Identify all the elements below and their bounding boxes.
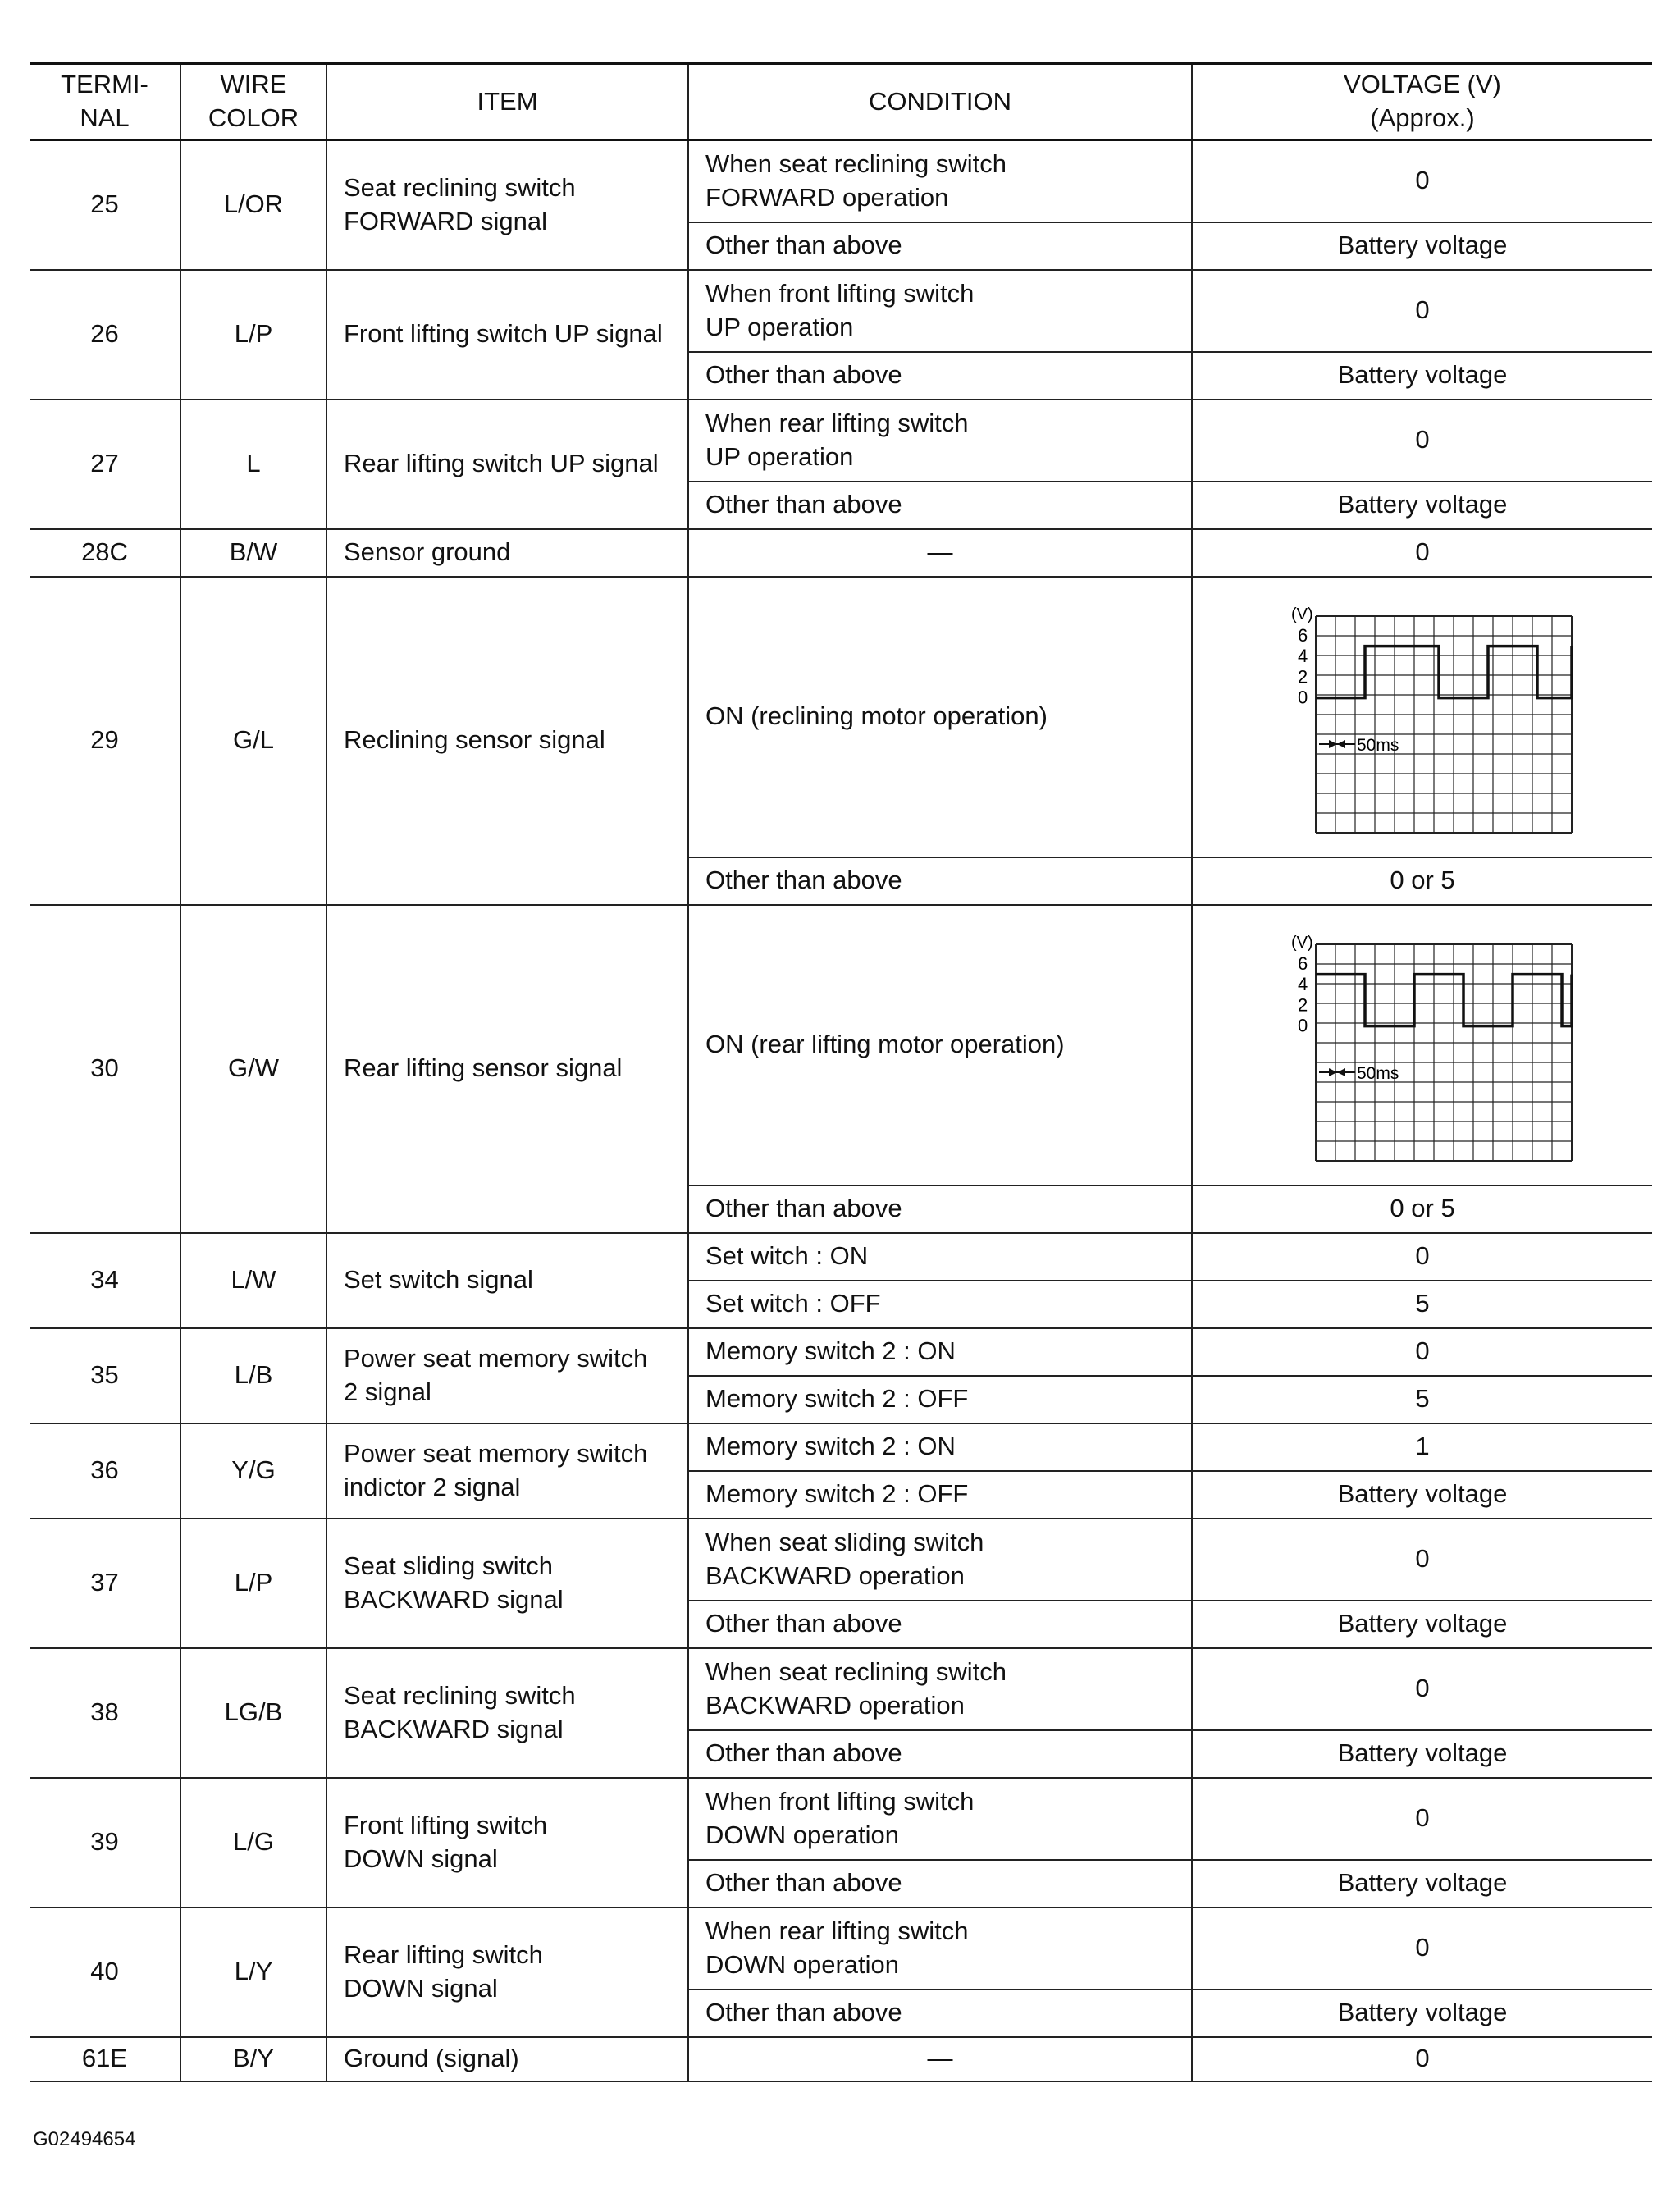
item-line: Rear lifting sensor signal <box>344 1053 623 1083</box>
item-line: FORWARD signal <box>344 206 548 235</box>
header-condition: CONDITION <box>688 64 1192 140</box>
wire-color-cell: L <box>180 400 326 529</box>
terminal-cell: 40 <box>30 1907 180 2037</box>
terminal-cell: 36 <box>30 1423 180 1519</box>
square-wave-trace <box>1316 974 1572 1026</box>
item-line: Sensor ground <box>344 537 511 567</box>
voltage-cell: Battery voltage <box>1192 1601 1652 1648</box>
condition-line: When front lifting switch <box>705 278 975 308</box>
item-cell <box>326 270 688 400</box>
header-item: ITEM <box>326 64 688 140</box>
header-wire-line1: WIRE <box>220 70 287 99</box>
table-row <box>30 270 1652 352</box>
voltage-cell: 0 <box>1192 140 1652 222</box>
square-wave-trace <box>1316 646 1572 697</box>
condition-line: Other than above <box>705 1998 902 2027</box>
y-tick-label: 2 <box>1298 665 1308 687</box>
condition-line: FORWARD operation <box>705 182 949 212</box>
wire-color-cell: Y/G <box>180 1423 326 1519</box>
terminal-cell: 35 <box>30 1328 180 1423</box>
condition-line: ON (rear lifting motor operation) <box>705 1030 1065 1059</box>
condition-line: When rear lifting switch <box>705 1916 969 1945</box>
condition-line: UP operation <box>705 441 854 471</box>
header-wire-color <box>180 64 326 140</box>
terminal-cell: 39 <box>30 1778 180 1907</box>
item-line: DOWN signal <box>344 1973 498 2003</box>
condition-cell <box>688 1519 1192 1601</box>
wire-color-cell: B/W <box>180 529 326 577</box>
wire-color-cell: L/OR <box>180 140 326 270</box>
table-row <box>30 140 1652 222</box>
item-cell <box>326 1907 688 2037</box>
terminal-cell: 25 <box>30 140 180 270</box>
wire-color-cell: L/W <box>180 1233 326 1328</box>
time-scale-label: 50ms <box>1357 735 1399 755</box>
item-cell <box>326 1233 688 1328</box>
condition-line: Other than above <box>705 1609 902 1638</box>
y-tick-label: 4 <box>1298 645 1308 666</box>
terminal-cell: 38 <box>30 1648 180 1778</box>
table-row <box>30 400 1652 482</box>
header-terminal-line2: NAL <box>80 103 130 132</box>
voltage-cell: 0 <box>1192 1778 1652 1860</box>
table-row <box>30 1328 1652 1376</box>
condition-line: Other than above <box>705 866 902 895</box>
y-tick-label: 6 <box>1298 624 1308 646</box>
item-line: Front lifting switch UP signal <box>344 319 663 349</box>
item-line: indictor 2 signal <box>344 1472 521 1501</box>
table-row <box>30 1519 1652 1601</box>
item-line: Ground (signal) <box>344 2044 519 2073</box>
voltage-cell: 1 <box>1192 1423 1652 1471</box>
item-cell <box>326 400 688 529</box>
condition-line: Other than above <box>705 360 902 390</box>
condition-cell <box>688 1186 1192 1233</box>
condition-line: BACKWARD operation <box>705 1560 965 1590</box>
item-line: Rear lifting switch <box>344 1939 543 1969</box>
table-row <box>30 1423 1652 1471</box>
item-line: Rear lifting switch UP signal <box>344 449 659 478</box>
wire-color-cell: L/Y <box>180 1907 326 2037</box>
condition-line: Other than above <box>705 1194 902 1223</box>
condition-cell <box>688 905 1192 1186</box>
item-line: BACKWARD signal <box>344 1584 564 1614</box>
condition-cell <box>688 1601 1192 1648</box>
y-tick-label: 2 <box>1298 994 1308 1015</box>
condition-cell <box>688 1990 1192 2037</box>
voltage-cell: 0 <box>1192 1519 1652 1601</box>
terminal-cell: 26 <box>30 270 180 400</box>
condition-cell <box>688 400 1192 482</box>
item-cell <box>326 1328 688 1423</box>
voltage-cell: 0 <box>1192 1648 1652 1730</box>
header-voltage <box>1192 64 1652 140</box>
figure-code: G02494654 <box>33 2128 136 2150</box>
condition-line: When seat sliding switch <box>705 1527 984 1556</box>
condition-line: Set witch : OFF <box>705 1289 881 1318</box>
item-cell <box>326 529 688 577</box>
table-row <box>30 1778 1652 1860</box>
y-tick-label: 0 <box>1298 687 1308 708</box>
terminal-cell: 30 <box>30 905 180 1233</box>
table-row <box>30 2037 1652 2081</box>
header-terminal-line1: TERMI- <box>61 70 148 99</box>
header-voltage-line2: (Approx.) <box>1370 103 1475 132</box>
wire-color-cell: L/G <box>180 1778 326 1907</box>
item-line: BACKWARD signal <box>344 1714 564 1743</box>
condition-cell <box>688 270 1192 352</box>
item-cell <box>326 577 688 905</box>
terminal-cell: 61E <box>30 2037 180 2081</box>
condition-cell <box>688 1648 1192 1730</box>
wire-color-cell: B/Y <box>180 2037 326 2081</box>
item-line: Set switch signal <box>344 1265 533 1295</box>
condition-cell <box>688 1730 1192 1778</box>
condition-line: Memory switch 2 : ON <box>705 1336 956 1366</box>
item-cell <box>326 1648 688 1778</box>
voltage-cell: 0 <box>1192 1328 1652 1376</box>
condition-line: When front lifting switch <box>705 1786 975 1816</box>
header-voltage-line1: VOLTAGE (V) <box>1344 70 1501 99</box>
header-wire-line2: COLOR <box>208 103 299 132</box>
voltage-cell: 0 or 5 <box>1192 1186 1652 1233</box>
terminal-cell: 37 <box>30 1519 180 1648</box>
table-row <box>30 577 1652 857</box>
item-cell <box>326 2037 688 2081</box>
table-row <box>30 529 1652 577</box>
header-terminal <box>30 64 180 140</box>
condition-line: When seat reclining switch <box>705 148 1007 178</box>
item-line: Seat reclining switch <box>344 172 576 202</box>
voltage-cell: 0 <box>1192 400 1652 482</box>
wire-color-cell: LG/B <box>180 1648 326 1778</box>
voltage-cell: 0 or 5 <box>1192 857 1652 905</box>
condition-cell <box>688 1423 1192 1471</box>
voltage-cell: Battery voltage <box>1192 1990 1652 2037</box>
condition-line: Other than above <box>705 1868 902 1898</box>
voltage-cell: Battery voltage <box>1192 1730 1652 1778</box>
time-scale-label: 50ms <box>1357 1063 1399 1083</box>
oscilloscope-waveform-29 <box>1267 598 1578 836</box>
terminal-voltage-table-sheet <box>30 62 1652 2082</box>
voltage-cell: 0 <box>1192 1907 1652 1990</box>
terminal-cell: 29 <box>30 577 180 905</box>
condition-line: Other than above <box>705 490 902 519</box>
condition-line: — <box>927 537 953 567</box>
wire-color-cell: G/L <box>180 577 326 905</box>
terminal-voltage-table <box>30 62 1652 2082</box>
condition-cell <box>688 140 1192 222</box>
table-row <box>30 905 1652 1186</box>
condition-cell <box>688 222 1192 270</box>
condition-cell <box>688 1376 1192 1423</box>
condition-line: — <box>927 2044 953 2073</box>
y-axis-unit: (V) <box>1291 933 1313 952</box>
condition-cell <box>688 1778 1192 1860</box>
condition-cell <box>688 1328 1192 1376</box>
condition-line: Memory switch 2 : ON <box>705 1432 956 1461</box>
condition-cell <box>688 2037 1192 2081</box>
y-tick-label: 4 <box>1298 973 1308 994</box>
item-cell <box>326 905 688 1233</box>
condition-line: When seat reclining switch <box>705 1656 1007 1686</box>
table-row <box>30 1648 1652 1730</box>
table-body <box>30 140 1652 2081</box>
item-line: Front lifting switch <box>344 1810 548 1839</box>
voltage-cell: Battery voltage <box>1192 1860 1652 1907</box>
voltage-cell: 0 <box>1192 1233 1652 1281</box>
item-cell <box>326 1778 688 1907</box>
condition-line: DOWN operation <box>705 1949 900 1979</box>
wire-color-cell: L/P <box>180 1519 326 1648</box>
wire-color-cell: L/P <box>180 270 326 400</box>
voltage-waveform-cell <box>1192 577 1652 857</box>
item-cell <box>326 1519 688 1648</box>
voltage-cell: 5 <box>1192 1376 1652 1423</box>
condition-line: BACKWARD operation <box>705 1690 965 1720</box>
condition-line: Memory switch 2 : OFF <box>705 1479 969 1509</box>
table-row <box>30 1907 1652 1990</box>
condition-cell <box>688 1281 1192 1328</box>
voltage-waveform-cell <box>1192 905 1652 1186</box>
item-line: 2 signal <box>344 1377 431 1406</box>
voltage-cell: Battery voltage <box>1192 1471 1652 1519</box>
condition-cell <box>688 352 1192 400</box>
voltage-cell: Battery voltage <box>1192 482 1652 529</box>
terminal-cell: 28C <box>30 529 180 577</box>
y-tick-label: 6 <box>1298 953 1308 974</box>
item-line: Seat sliding switch <box>344 1551 554 1580</box>
condition-line: ON (reclining motor operation) <box>705 701 1048 731</box>
time-scale-arrow <box>1337 740 1345 748</box>
header-row <box>30 64 1652 140</box>
voltage-cell: 5 <box>1192 1281 1652 1328</box>
condition-cell <box>688 1233 1192 1281</box>
condition-line: Other than above <box>705 231 902 260</box>
wire-color-cell: G/W <box>180 905 326 1233</box>
condition-cell <box>688 529 1192 577</box>
table-row <box>30 1233 1652 1281</box>
item-line: Reclining sensor signal <box>344 725 605 755</box>
wire-color-cell: L/B <box>180 1328 326 1423</box>
item-line: Power seat memory switch <box>344 1438 648 1468</box>
y-axis-unit: (V) <box>1291 605 1313 624</box>
voltage-cell: Battery voltage <box>1192 352 1652 400</box>
voltage-cell: 0 <box>1192 270 1652 352</box>
item-line: Power seat memory switch <box>344 1343 648 1373</box>
item-cell <box>326 140 688 270</box>
voltage-cell: 0 <box>1192 2037 1652 2081</box>
condition-cell <box>688 482 1192 529</box>
condition-line: Set witch : ON <box>705 1241 869 1271</box>
item-cell <box>326 1423 688 1519</box>
condition-cell <box>688 1907 1192 1990</box>
condition-cell <box>688 1471 1192 1519</box>
item-line: Seat reclining switch <box>344 1680 576 1710</box>
condition-line: UP operation <box>705 312 854 341</box>
time-scale-arrow <box>1337 1068 1345 1076</box>
terminal-cell: 34 <box>30 1233 180 1328</box>
condition-line: Memory switch 2 : OFF <box>705 1384 969 1414</box>
condition-line: DOWN operation <box>705 1820 900 1849</box>
condition-line: When rear lifting switch <box>705 408 969 437</box>
condition-cell <box>688 577 1192 857</box>
condition-cell <box>688 857 1192 905</box>
oscilloscope-waveform-30 <box>1267 926 1578 1164</box>
condition-line: Other than above <box>705 1738 902 1768</box>
voltage-cell: 0 <box>1192 529 1652 577</box>
y-tick-label: 0 <box>1298 1015 1308 1036</box>
condition-cell <box>688 1860 1192 1907</box>
item-line: DOWN signal <box>344 1843 498 1873</box>
voltage-cell: Battery voltage <box>1192 222 1652 270</box>
terminal-cell: 27 <box>30 400 180 529</box>
